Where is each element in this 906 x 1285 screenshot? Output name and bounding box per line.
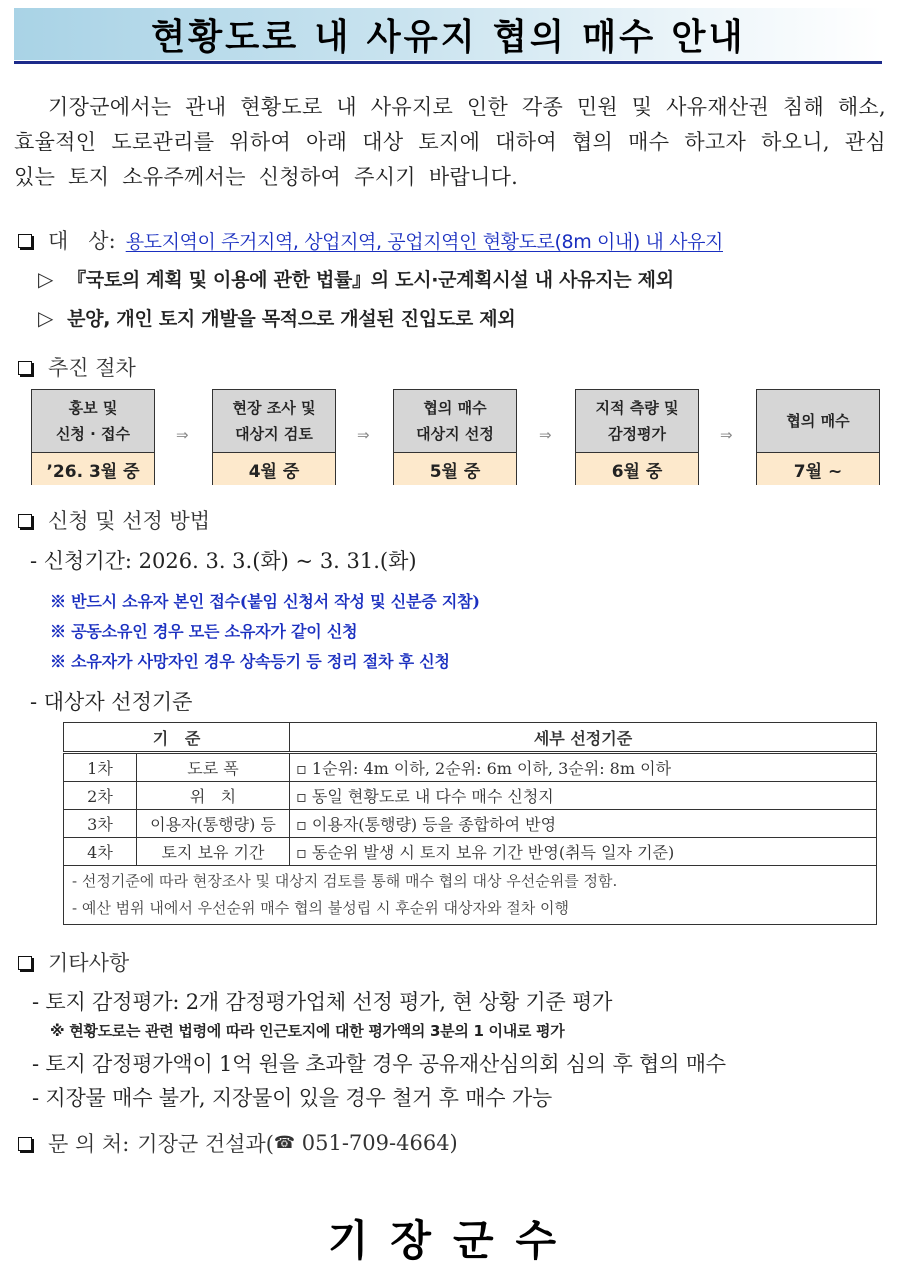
other-heading (18, 947, 129, 977)
step-title (394, 390, 516, 453)
target-section (18, 225, 723, 255)
target-label: 대 상: (48, 229, 116, 253)
exclusion-text: 『국토의 계획 및 이용에 관한 법률』의 도시·군계획시설 내 사유지는 제외 (67, 269, 674, 291)
signature: 기장군수 (327, 1216, 579, 1265)
checkbox-square-icon (18, 956, 32, 970)
step-title (213, 390, 335, 453)
application-note: ※ 공동소유인 경우 모든 소유자가 같이 신청 (50, 622, 358, 641)
row-rank: 4차 (64, 838, 137, 866)
row-criterion: 도로 폭 (137, 753, 290, 782)
exclusion-item (38, 265, 674, 292)
table-footnote: - 선정기준에 따라 현장조사 및 대상지 검토를 통해 매수 협의 대상 우선순위를 정함. (72, 872, 618, 890)
step-title-line: 협의 매수 (423, 399, 487, 417)
other-note: ※ 현황도로는 관련 법령에 따라 인근토지에 대한 평가액의 3분의 1 이내로 평가 (50, 1022, 565, 1040)
target-value: 용도지역이 주거지역, 상업지역, 공업지역인 현황도로(8m 이내) 내 사유지 (125, 230, 723, 253)
row-criterion: 위 치 (137, 782, 290, 810)
step-period: 6월 중 (576, 453, 698, 485)
criteria-table (63, 722, 877, 925)
row-criterion: 이용자(통행량) 등 (137, 810, 290, 838)
row-rank: 2차 (64, 782, 137, 810)
application-note: ※ 반드시 소유자 본인 접수(붙임 신청서 작성 및 신분증 지참) (50, 592, 480, 611)
procedure-step (756, 389, 880, 485)
procedure-heading-text: 추진 절차 (48, 356, 136, 380)
table-row (64, 753, 877, 782)
right-double-arrow-icon: ⇒ (720, 426, 733, 444)
header-detail: 세부 선정기준 (290, 723, 877, 753)
checkbox-square-icon (18, 514, 32, 528)
application-heading (18, 505, 210, 535)
step-period: 4월 중 (213, 453, 335, 485)
checkbox-square-icon (18, 1137, 32, 1151)
step-title-line: 협의 매수 (786, 412, 850, 430)
triangle-right-icon: ▷ (38, 305, 54, 330)
procedure-step (212, 389, 336, 485)
step-title-line: 감정평가 (608, 425, 666, 443)
other-item: - 토지 감정평가액이 1억 원을 초과할 경우 공유재산심의회 심의 후 협의 매수 (32, 1052, 726, 1076)
step-title-line: 현장 조사 및 (232, 399, 316, 417)
procedure-heading (18, 352, 136, 382)
table-row (64, 838, 877, 866)
right-double-arrow-icon: ⇒ (357, 426, 370, 444)
row-detail: ▫ 이용자(통행량) 등을 종합하여 반영 (290, 810, 877, 838)
step-period: 7월 ~ (757, 453, 879, 485)
row-detail: ▫ 1순위: 4m 이하, 2순위: 6m 이하, 3순위: 8m 이하 (290, 753, 877, 782)
contact-phone: 051-709-4664) (295, 1131, 458, 1155)
application-heading-text: 신청 및 선정 방법 (48, 509, 211, 533)
application-period: - 신청기간: 2026. 3. 3.(화) ~ 3. 31.(화) (30, 549, 417, 573)
right-double-arrow-icon: ⇒ (176, 426, 189, 444)
step-period: 5월 중 (394, 453, 516, 485)
step-title-line: 지적 측량 및 (595, 399, 679, 417)
row-rank: 1차 (64, 753, 137, 782)
title-underline (14, 61, 882, 64)
row-detail: ▫ 동순위 발생 시 토지 보유 기간 반영(취득 일자 기준) (290, 838, 877, 866)
application-note: ※ 소유자가 사망자인 경우 상속등기 등 정리 절차 후 신청 (50, 652, 450, 671)
phone-icon: ☎ (273, 1133, 296, 1153)
step-title (757, 390, 879, 453)
table-row (64, 782, 877, 810)
table-header-row (64, 723, 877, 753)
step-title-line: 홍보 및 (68, 399, 118, 417)
right-double-arrow-icon: ⇒ (539, 426, 552, 444)
procedure-step (393, 389, 517, 485)
procedure-step (575, 389, 699, 485)
header-criterion: 기 준 (64, 723, 290, 753)
intro-paragraph (14, 90, 886, 195)
other-heading-text: 기타사항 (48, 951, 130, 975)
table-footnotes (64, 866, 877, 925)
title-banner (14, 8, 882, 60)
exclusion-item (38, 304, 515, 331)
row-criterion: 토지 보유 기간 (137, 838, 290, 866)
table-row (64, 810, 877, 838)
table-footnote: - 예산 범위 내에서 우선순위 매수 협의 불성립 시 후순위 대상자와 절차 이행 (72, 899, 569, 917)
row-rank: 3차 (64, 810, 137, 838)
step-title (32, 390, 154, 453)
criteria-heading: - 대상자 선정기준 (30, 690, 193, 714)
contact-dept: 기장군 건설과( (137, 1132, 274, 1156)
page-title: 현황도로 내 사유지 협의 매수 안내 (150, 16, 746, 58)
exclusion-text: 분양, 개인 토지 개발을 목적으로 개설된 진입도로 제외 (67, 308, 516, 330)
procedure-step (31, 389, 155, 485)
checkbox-square-icon (18, 361, 32, 375)
other-item: - 지장물 매수 불가, 지장물이 있을 경우 철거 후 매수 가능 (32, 1086, 553, 1110)
other-item: - 토지 감정평가: 2개 감정평가업체 선정 평가, 현 상황 기준 평가 (32, 990, 613, 1014)
step-title-line: 대상지 선정 (416, 425, 494, 443)
step-title-line: 신청 · 접수 (55, 425, 131, 443)
contact-label: 문 의 처: (48, 1132, 130, 1156)
step-period: ’26. 3월 중 (32, 453, 154, 485)
checkbox-square-icon (18, 234, 32, 248)
table-footnote-row (64, 866, 877, 925)
triangle-right-icon: ▷ (38, 266, 54, 291)
step-title (576, 390, 698, 453)
step-title-line: 대상지 검토 (235, 425, 313, 443)
intro-text: 기장군에서는 관내 현황도로 내 사유지로 인한 각종 민원 및 사유재산권 침해 해소, 효율적인 도로관리를 위하여 아래 대상 토지에 대하여 협의 매수 하고자 하오니, 관심 있는 토지 소유주께서는 신청하여 주시기 바랍니다. (14, 95, 886, 189)
row-detail: ▫ 동일 현황도로 내 다수 매수 신청지 (290, 782, 877, 810)
contact-section (18, 1128, 458, 1158)
